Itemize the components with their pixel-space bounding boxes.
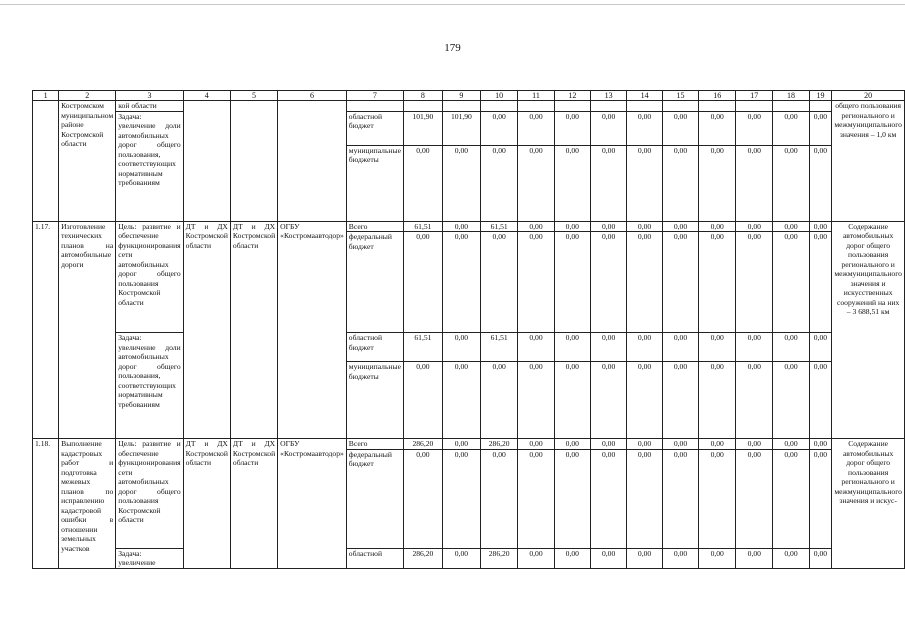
cell-name: Выполнение кадастровых работ и подготовка межевых планов по исправлению кадастровой ошибки в отношении земельных участков: [59, 439, 116, 569]
column-header: 5: [230, 91, 277, 101]
cell-num: 1.18.: [33, 439, 59, 569]
cell-task: Задача: увеличение: [116, 548, 183, 568]
cell-result: общего пользования регионального и межмуниципального значения – 1,0 км: [832, 101, 905, 222]
column-header: 8: [403, 91, 442, 101]
table-row: Задача: увеличение областной 286,20 0,00 286,20 0,00 0,00 0,00 0,00 0,00 0,00 0,00 0,00 0,00: [33, 548, 905, 568]
program-table: [32, 90, 905, 569]
cell-num: [33, 101, 59, 222]
column-header: 20: [832, 91, 905, 101]
cell-source: Всего: [346, 221, 403, 232]
column-header: 18: [773, 91, 809, 101]
column-header: 3: [116, 91, 183, 101]
cell-source: муниципальные бюджеты: [346, 362, 403, 439]
cell-task: Задача: увеличение доли автомобильных дорог общего пользования, соответствующих нормативным требованиям: [116, 333, 183, 439]
column-header: 13: [590, 91, 626, 101]
column-header: 14: [627, 91, 663, 101]
cell-name: Изготовление технических планов на автомобильные дороги: [59, 221, 116, 439]
table-row: федеральный бюджет 0,00 0,00 0,00 0,00 0,00 0,00 0,00 0,00 0,00 0,00 0,00 0,00: [33, 449, 905, 548]
table-row: [33, 101, 905, 112]
table-row: муниципальные бюджеты 0,00 0,00 0,00 0,00 0,00 0,00 0,00 0,00 0,00 0,00 0,00 0,00: [33, 145, 905, 221]
cell-name: Костромском муниципальном районе Костромской области: [59, 101, 116, 222]
cell-executor: ДТ и ДХ Костромской области: [183, 221, 230, 439]
cell-source: муниципальные бюджеты: [346, 145, 403, 221]
table-row: 1.18. Выполнение кадастровых работ и подготовка межевых планов по исправлению кадастровой ошибки в отношении земельных участков Цель: развитие и обеспечение функционирования сети автомобильных дорог общего пользования Костромской области ДТ и ДХ Костромской области ДТ и ДХ Костромской области ОГБУ «Костромаавтодор» Всего 286,20 0,00 286,20 0,00 0,00 0,00 0,00 0,00 0,00 0,00 0,00 0,00 Содержание автомобильных дорог общего пользования регионального и межмуниципального значения и искус-: [33, 439, 905, 450]
cell-source: федеральный бюджет: [346, 232, 403, 333]
table-row: Задача: увеличение доли автомобильных дорог общего пользования, соответствующих нормативным требованиям областной бюджет 61,51 0,00 61,51 0,00 0,00 0,00 0,00 0,00 0,00 0,00 0,00 0,00: [33, 333, 905, 362]
column-header: 1: [33, 91, 59, 101]
table-row: 1.17. Изготовление технических планов на автомобильные дороги Цель: развитие и обеспечение функционирования сети автомобильных дорог общего пользования Костромской области ДТ и ДХ Костромской области ДТ и ДХ Костромской области ОГБУ «Костромаавтодор» Всего 61,51 0,00 61,51 0,00 0,00 0,00 0,00 0,00 0,00 0,00 0,00 0,00 Содержание автомобильных дорог общего пользования регионального и межмуниципального значения и искусственных сооружений на них – 3 688,51 км: [33, 221, 905, 232]
cell-goal: кой области: [116, 101, 183, 112]
cell-goal: Цель: развитие и обеспечение функционирования сети автомобильных дорог общего пользования Костромской области: [116, 439, 183, 549]
cell-result: Содержание автомобильных дорог общего пользования регионального и межмуниципального значения и искус-: [832, 439, 905, 569]
cell-source: федеральный бюджет: [346, 449, 403, 548]
column-header: 4: [183, 91, 230, 101]
cell-contractor: ОГБУ «Костромаавтодор»: [278, 221, 347, 439]
cell-task: Задача: увеличение доли автомобильных дорог общего пользования, соответствующих нормативным требованиям: [116, 111, 183, 221]
column-header: 11: [518, 91, 554, 101]
column-header: 15: [662, 91, 698, 101]
cell-result: Содержание автомобильных дорог общего пользования регионального и межмуниципального значения и искусственных сооружений на них – 3 688,51 км: [832, 221, 905, 439]
column-header: 9: [442, 91, 480, 101]
cell-num: 1.17.: [33, 221, 59, 439]
cell-source: областной бюджет: [346, 111, 403, 145]
column-header: 19: [809, 91, 832, 101]
table-row: муниципальные бюджеты 0,00 0,00 0,00 0,00 0,00 0,00 0,00 0,00 0,00 0,00 0,00 0,00: [33, 362, 905, 439]
cell-source: областной бюджет: [346, 333, 403, 362]
column-number-row: [33, 91, 905, 101]
table-row: федеральный бюджет 0,00 0,00 0,00 0,00 0,00 0,00 0,00 0,00 0,00 0,00 0,00 0,00: [33, 232, 905, 333]
column-header: 6: [278, 91, 347, 101]
column-header: 16: [699, 91, 736, 101]
column-header: 2: [59, 91, 116, 101]
cell-contractor: ОГБУ «Костромаавтодор»: [278, 439, 347, 569]
cell-source: областной: [346, 548, 403, 568]
cell-goal: Цель: развитие и обеспечение функционирования сети автомобильных дорог общего пользования Костромской области: [116, 221, 183, 333]
column-header: 7: [346, 91, 403, 101]
table-row: Задача: увеличение доли автомобильных дорог общего пользования, соответствующих нормативным требованиям областной бюджет 101,90 101,90 0,00 0,00 0,00 0,00 0,00 0,00 0,00 0,00 0,00 0,00: [33, 111, 905, 145]
top-rule: [0, 4, 905, 5]
column-header: 17: [736, 91, 773, 101]
column-header: 12: [554, 91, 590, 101]
cell-customer: ДТ и ДХ Костромской области: [230, 221, 277, 439]
column-header: 10: [480, 91, 517, 101]
cell-executor: ДТ и ДХ Костромской области: [183, 439, 230, 569]
cell-customer: ДТ и ДХ Костромской области: [230, 439, 277, 569]
page-number: 179: [444, 42, 461, 54]
cell-source: Всего: [346, 439, 403, 450]
